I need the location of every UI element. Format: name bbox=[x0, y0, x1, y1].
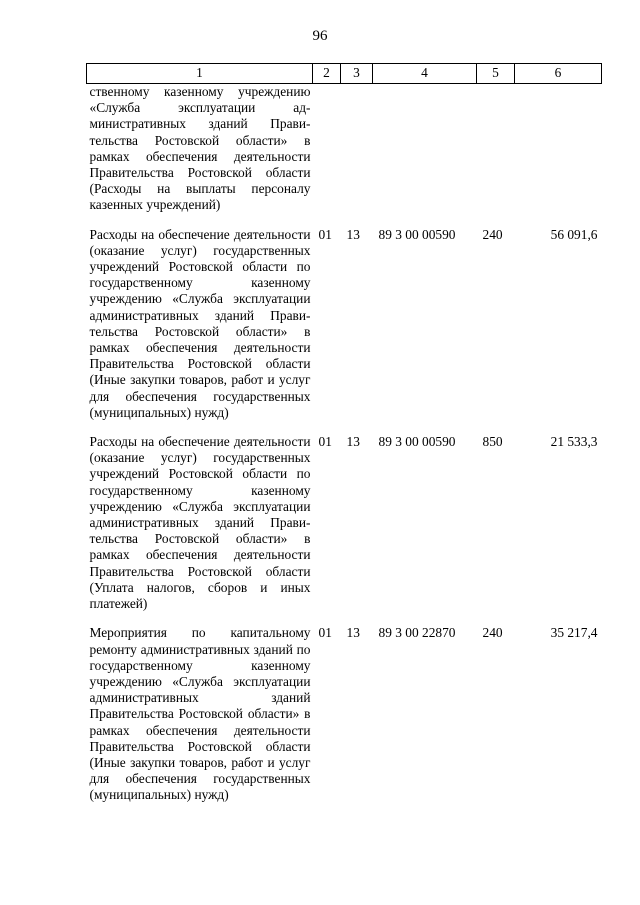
row-amount bbox=[515, 84, 602, 227]
row-target-article: 89 3 00 00590 bbox=[378, 226, 456, 242]
table-body bbox=[87, 84, 602, 804]
header-col-name: 1 bbox=[87, 64, 313, 84]
table-row bbox=[87, 84, 602, 227]
header-col-amount: 6 bbox=[515, 64, 602, 84]
row-subsection: 13 bbox=[346, 625, 360, 641]
row-name: Расходы на обеспечение деятельности (оказание услуг) государственных учреждений Ростовской области по государственному казенному учреждению «Служба эксплуатации административных зданий Правительства Ростовской области» в рамках обеспечения деятельности Правительства Ростовской области (Иные закупки товаров, работ и услуг для обеспечения государственных (муниципальных) нужд) bbox=[89, 226, 311, 420]
row-section bbox=[313, 84, 341, 227]
row-target-article bbox=[373, 84, 477, 227]
header-col-subsection: 3 bbox=[341, 64, 373, 84]
budget-table bbox=[86, 63, 602, 804]
row-expense-type: 850 bbox=[482, 434, 503, 450]
table-row bbox=[87, 625, 602, 803]
row-expense-type bbox=[477, 84, 515, 227]
row-target-article: 89 3 00 22870 bbox=[378, 625, 456, 641]
row-expense-type: 240 bbox=[482, 625, 503, 641]
table-header bbox=[87, 64, 602, 84]
row-subsection: 13 bbox=[346, 226, 360, 242]
row-amount: 56 091,6 bbox=[550, 226, 598, 242]
row-amount: 21 533,3 bbox=[550, 434, 598, 450]
row-subsection bbox=[341, 84, 373, 227]
table-row bbox=[87, 227, 602, 434]
page-number: 96 bbox=[312, 28, 328, 44]
row-subsection: 13 bbox=[346, 434, 360, 450]
row-name: Мероприятия по капитальному ремонту административных зданий по государственному казенному учреждению «Служба эксплуатации административных зданий Правительства Ростовской области» в рамках обеспечения деятельности Правительства Ростовской области (Иные закупки товаров, работ и услуг для обеспечения государственных (муниципальных) нужд) bbox=[89, 625, 311, 803]
table-row bbox=[87, 434, 602, 625]
row-name: Расходы на обеспечение деятельности (оказание услуг) государственных учреждений Ростовской области по государственному казенному учреждению «Служба эксплуатации административных зданий Правительства Ростовской области» в рамках обеспечения деятельности Правительства Ростовской области (Уплата налогов, сборов и иных платежей) bbox=[89, 434, 311, 612]
header-col-expense-type: 5 bbox=[477, 64, 515, 84]
row-section: 01 bbox=[318, 434, 332, 450]
row-expense-type: 240 bbox=[482, 226, 503, 242]
row-name: ственному казенному учреждению «Служба эксплуатации административных зданий Правительства Ростовской области» в рамках обеспечения деятельности Правительства Ростовской области (Расходы на выплаты персоналу казенных учреждений) bbox=[89, 84, 311, 213]
row-section: 01 bbox=[318, 226, 332, 242]
header-col-section: 2 bbox=[313, 64, 341, 84]
header-row bbox=[87, 64, 602, 84]
row-amount: 35 217,4 bbox=[550, 625, 598, 641]
row-target-article: 89 3 00 00590 bbox=[378, 434, 456, 450]
row-section: 01 bbox=[318, 625, 332, 641]
header-col-target-article: 4 bbox=[373, 64, 477, 84]
